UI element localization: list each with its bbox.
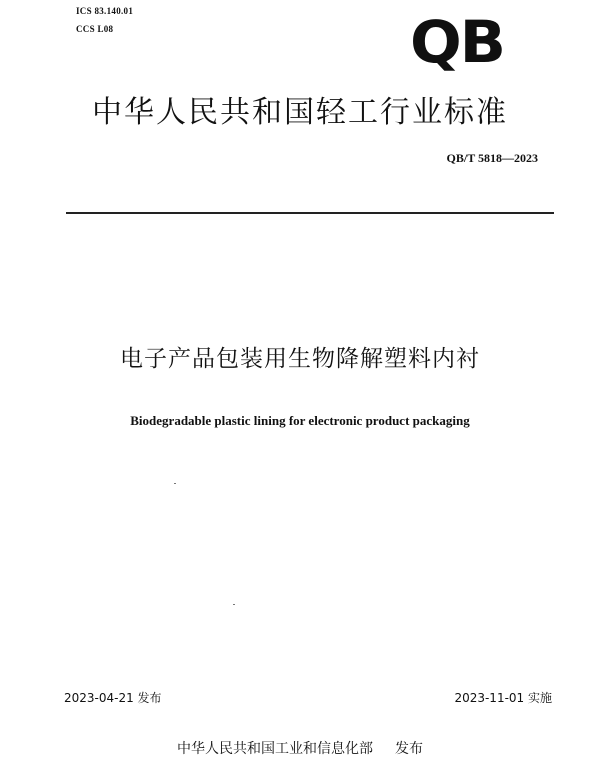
issuer-name: 中华人民共和国工业和信息化部 <box>177 741 373 757</box>
scan-speck <box>233 604 235 605</box>
issuer-action: 发布 <box>395 741 423 757</box>
standard-type-heading: 中华人民共和国轻工行业标准 <box>92 95 508 130</box>
ccs-code: CCS L08 <box>76 24 114 34</box>
header-divider <box>66 212 554 214</box>
scan-speck <box>174 483 176 484</box>
implementation-date: 2023-11-01 实施 <box>454 691 552 705</box>
document-title-en: Biodegradable plastic lining for electronic product packaging <box>130 413 470 428</box>
issuing-authority <box>0 738 600 758</box>
standard-number: QB/T 5818—2023 <box>446 151 538 165</box>
qb-logo: QB <box>410 8 504 76</box>
document-title-cn: 电子产品包装用生物降解塑料内衬 <box>120 346 480 372</box>
ics-code: ICS 83.140.01 <box>76 6 134 16</box>
issue-date: 2023-04-21 发布 <box>64 691 162 705</box>
